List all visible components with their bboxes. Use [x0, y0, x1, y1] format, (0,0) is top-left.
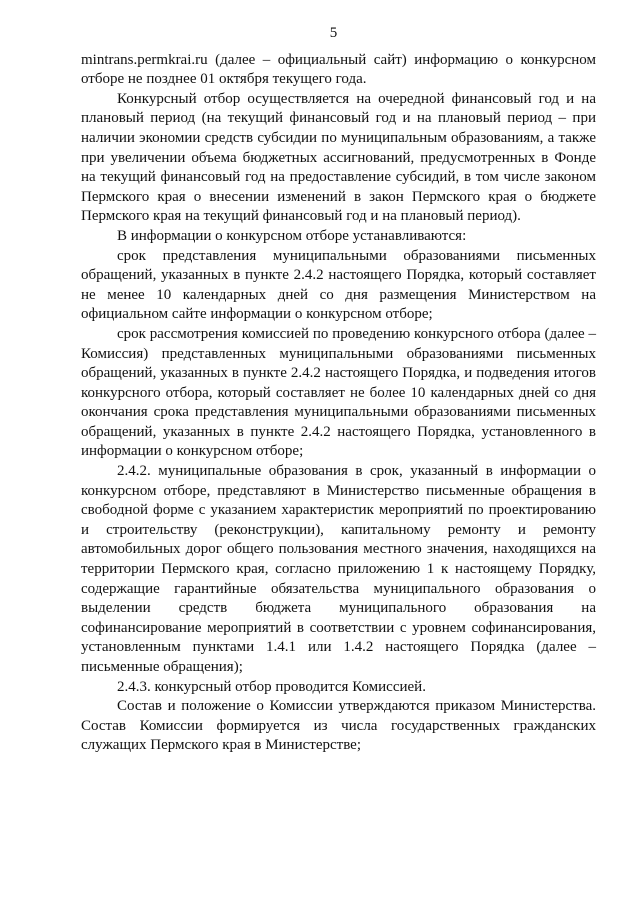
document-body	[81, 51, 596, 756]
paragraph: срок рассмотрения комиссией по проведению конкурсного отбора (далее – Комиссия) представленных муниципальными образованиями письменных обращений, указанных в пункте 2.4.2 настоящего Порядка, и подведения итогов конкурсного отбора, который составляет не более 10 календарных дней со дня окончания срока представления муниципальными образованиями письменных обращений, указанных в пункте 2.4.2 настоящего Порядка, установленного в информации о конкурсном отборе;	[81, 325, 596, 460]
paragraph: срок представления муниципальными образованиями письменных обращений, указанных в пункте 2.4.2 настоящего Порядка, который составляет не менее 10 календарных дней со дня размещения Министерством на официальном сайте информации о конкурсном отборе;	[81, 247, 596, 323]
paragraph: 2.4.2. муниципальные образования в срок, указанный в информации о конкурсном отборе, представляют в Министерство письменные обращения в свободной форме с указанием характеристик мероприятий по проектированию и строительству (реконструкции), капитальному ремонту и ремонту автомобильных дорог общего пользования местного значения, находящихся на территории Пермского края, согласно приложению 1 к настоящему Порядку, содержащие гарантийные обязательства муниципального образования о выделении средств бюджета муниципального образования на софинансирование мероприятий в соответствии с уровнем софинансирования, установленным пунктами 1.4.1 или 1.4.2 настоящего Порядка (далее – письменные обращения);	[81, 463, 596, 675]
paragraph: 2.4.3. конкурсный отбор проводится Комиссией.	[117, 678, 426, 695]
paragraph: В информации о конкурсном отборе устанавливаются:	[117, 227, 467, 244]
page-number: 5	[329, 25, 338, 41]
paragraph: mintrans.permkrai.ru (далее – официальный сайт) информацию о конкурсном отборе не позднее 01 октября текущего года.	[81, 51, 596, 88]
paragraph: Конкурсный отбор осуществляется на очередной финансовый год и на плановый период (на текущий финансовый год и на плановый период – при наличии экономии средств субсидии по муниципальным образованиям, а также при увеличении объема бюджетных ассигнований, предусмотренных в Фонде на текущий финансовый год на предоставление субсидий, в том числе законом Пермского края о внесении изменений в закон Пермского края о бюджете Пермского края на текущий финансовый год и на плановый период).	[81, 90, 596, 225]
paragraph: Состав и положение о Комиссии утверждаются приказом Министерства. Состав Комиссии формируется из числа государственных гражданских служащих Пермского края в Министерстве;	[81, 698, 596, 754]
